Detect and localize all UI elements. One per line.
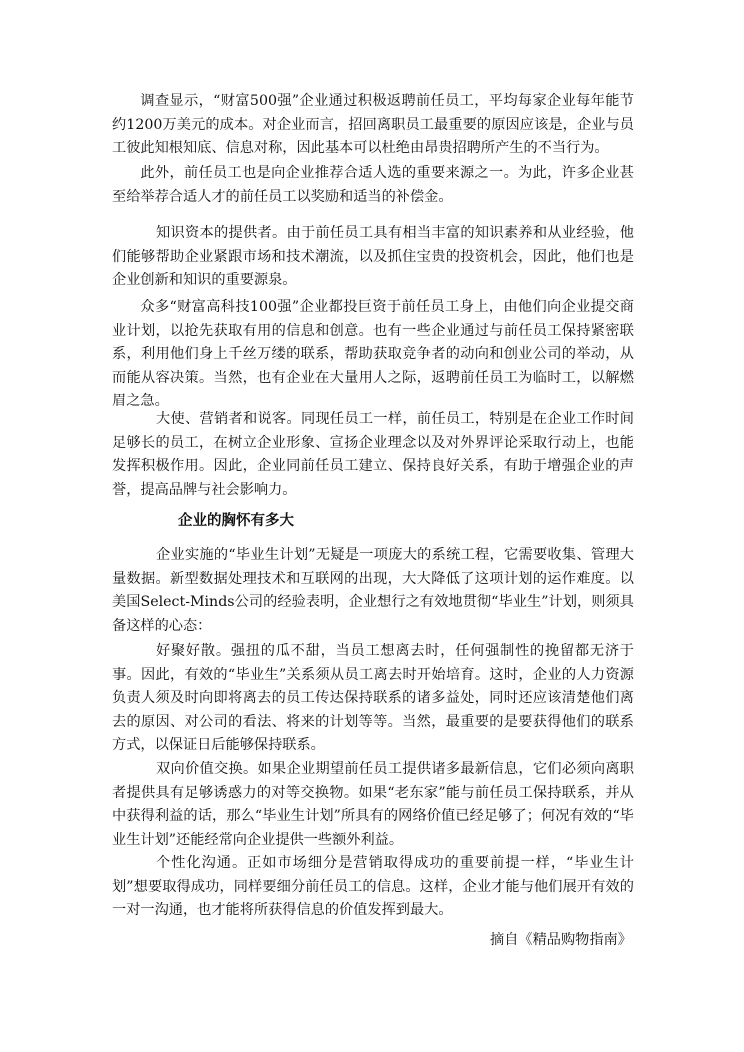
- paragraph-part-well: 好聚好散。强扭的瓜不甜，当员工想离去时，任何强制性的挽留都无济于事。因此，有效的“毕业生”关系须从员工离去时开始培育。这时，企业的人力资源负责人须及时向即将离去的员工传达保持联系的诸多益处，同时还应该清楚他们离去的原因、对公司的看法、将来的计划等等。当然，最重要的是要获得他们的联系方式，以保证日后能够保持联系。: [112, 643, 634, 753]
- paragraph-ambassadors: 大使、营销者和说客。同现任员工一样，前任员工，特别是在企业工作时间足够长的员工，在树立企业形象、宣扬企业理念以及对外界评论采取行动上，也能发挥积极作用。因此，企业同前任员工建立、保持良好关系，有助于增强企业的声誉，提高品牌与社会影响力。: [112, 411, 634, 498]
- paragraph-fortune-tech: 众多“财富高科技100强”企业都投巨资于前任员工身上，由他们向企业提交商业计划，以抢先获取有用的信息和创意。也有一些企业通过与前任员工保持紧密联系，利用他们身上千丝万缕的联系，帮助获取竞争者的动向和创业公司的举动，从而能从容决策。当然，也有企业在大量用人之际，返聘前任员工为临时工，以解燃眉之急。: [112, 299, 634, 409]
- paragraph-value-exchange: 双向价值交换。如果企业期望前任员工提供诸多最新信息，它们必须向离职者提供具有足够诱惑力的对等交换物。如果“老东家”能与前任员工保持联系，并从中获得利益的话，那么“毕业生计划”所具有的网络价值已经足够了；何况有效的“毕业生计划”还能经常向企业提供一些额外利益。: [112, 761, 634, 848]
- paragraph-personalized: 个性化沟通。正如市场细分是营销取得成功的重要前提一样，“毕业生计划”想要取得成功，同样要细分前任员工的信息。这样，企业才能与他们展开有效的一对一沟通，也才能将所获得信息的价值发挥到最大。: [112, 855, 634, 918]
- paragraph-knowledge-capital: 知识资本的提供者。由于前任员工具有相当丰富的知识素养和从业经验，他们能够帮助企业紧跟市场和技术潮流，以及抓住宝贵的投资机会，因此，他们也是企业创新和知识的重要源泉。: [112, 225, 634, 288]
- section-heading: 企业的胸怀有多大: [178, 513, 294, 529]
- source-citation: 摘自《精品购物指南》: [490, 932, 632, 948]
- paragraph-referrals: 此外，前任员工也是向企业推荐合适人选的重要来源之一。为此，许多企业甚至给举荐合适人才的前任员工以奖励和适当的补偿金。: [112, 165, 634, 205]
- paragraph-alumni-plan: 企业实施的“毕业生计划”无疑是一项庞大的系统工程，它需要收集、管理大量数据。新型数据处理技术和互联网的出现，大大降低了这项计划的运作难度。以美国Select-Minds公司的经验表明，企业想行之有效地贯彻“毕业生”计划，则须具备这样的心态：: [112, 547, 634, 634]
- paragraph-survey: 调查显示，“财富500强”企业通过积极返聘前任员工，平均每家企业每年能节约1200万美元的成本。对企业而言，招回离职员工最重要的原因应该是，企业与员工彼此知根知底、信息对称，因此基本可以杜绝由昂贵招聘所产生的不当行为。: [112, 93, 634, 156]
